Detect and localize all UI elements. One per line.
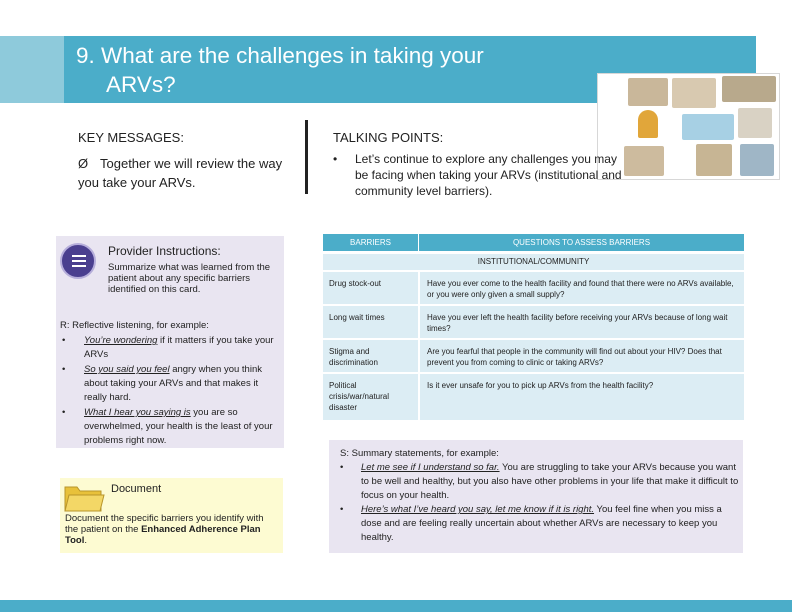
checklist-icon: [60, 243, 96, 279]
key-message-item: [78, 154, 298, 192]
reflective-listening-list: [60, 334, 280, 449]
illustration-collage: [597, 73, 780, 180]
illustration-crowd: [722, 76, 776, 102]
key-message-text: Together we will review the way you take your ARVs.: [78, 156, 283, 190]
summary-list: [340, 461, 740, 545]
list-item: • Here’s what I’ve heard you say, let me know if it is right. You feel fine when you miss a dose and are feeling really uncertain about whether ARVs are necessary to keep you healthy.: [340, 503, 740, 545]
list-item: • What I hear you saying is you are so overwhelmed, your health is the least of your problems right now.: [60, 406, 280, 448]
folder-icon: [63, 481, 105, 513]
list-item: • So you said you feel angry when you think about taking your ARVs and that makes it really hard.: [60, 363, 280, 405]
talking-point-item: [333, 151, 623, 199]
illustration-clinic: [682, 114, 734, 140]
key-messages-heading: KEY MESSAGES:: [78, 130, 184, 145]
talking-point-text: Let’s continue to explore any challenges you may be facing when taking your ARVs (institutional and community level barriers).: [355, 152, 622, 198]
footer-bar: [0, 600, 792, 612]
list-item: • You’re wondering if it matters if you take your ARVs: [60, 334, 280, 362]
illustration-walking: [696, 144, 732, 176]
header-accent: [0, 36, 64, 103]
column-header-barriers: BARRIERS: [350, 238, 391, 247]
table-row: Drug stock-out Have you ever come to the health facility and found that there were no ARVs available, or you were only given a small supply?: [323, 272, 744, 304]
bullet-icon: •: [333, 152, 338, 166]
arrow-bullet-icon: Ø: [78, 156, 89, 171]
illustration-pair: [740, 144, 774, 176]
illustration-pills: [738, 108, 772, 138]
table-row: Stigma and discrimination Are you fearful that people in the community will find out about your HIV? Does that prevent you from coming to clinic or taking ARVs?: [323, 340, 744, 372]
table-subheader: INSTITUTIONAL/COMMUNITY: [323, 254, 744, 270]
document-title: Document: [111, 483, 162, 495]
document-text: Document the specific barriers you identify with the patient on the Enhanced Adherence Plan Tool.: [65, 513, 264, 546]
provider-instructions-subtitle: Summarize what was learned from the patient about any specific barriers identified on this card.: [108, 262, 271, 295]
provider-instructions-title: Provider Instructions:: [108, 244, 221, 258]
reflective-listening-title: R: Reflective listening, for example:: [60, 320, 209, 331]
illustration-family: [624, 146, 664, 176]
table-row: Political crisis/war/natural disaster Is it ever unsafe for you to pick up ARVs from the health facility?: [323, 374, 744, 420]
page-title: [76, 41, 596, 99]
barriers-table: [323, 234, 744, 420]
illustration-queue: [672, 78, 716, 108]
table-header: [323, 234, 744, 251]
summary-title: S: Summary statements, for example:: [340, 448, 499, 459]
title-line-1: 9. What are the challenges in taking your: [76, 43, 484, 68]
talking-points-heading: TALKING POINTS:: [333, 130, 444, 145]
column-header-questions: QUESTIONS TO ASSESS BARRIERS: [512, 238, 651, 247]
illustration-people: [628, 78, 668, 106]
illustration-person: [638, 110, 658, 138]
title-line-2: ARVs?: [106, 72, 176, 97]
table-row: Long wait times Have you ever left the health facility before receiving your ARVs because of long wait times?: [323, 306, 744, 338]
list-item: • Let me see if I understand so far. You are struggling to take your ARVs because you want to be well and healthy, but you also have other problems in your life that make it difficult to focus on your health.: [340, 461, 740, 503]
column-divider: [305, 120, 308, 194]
